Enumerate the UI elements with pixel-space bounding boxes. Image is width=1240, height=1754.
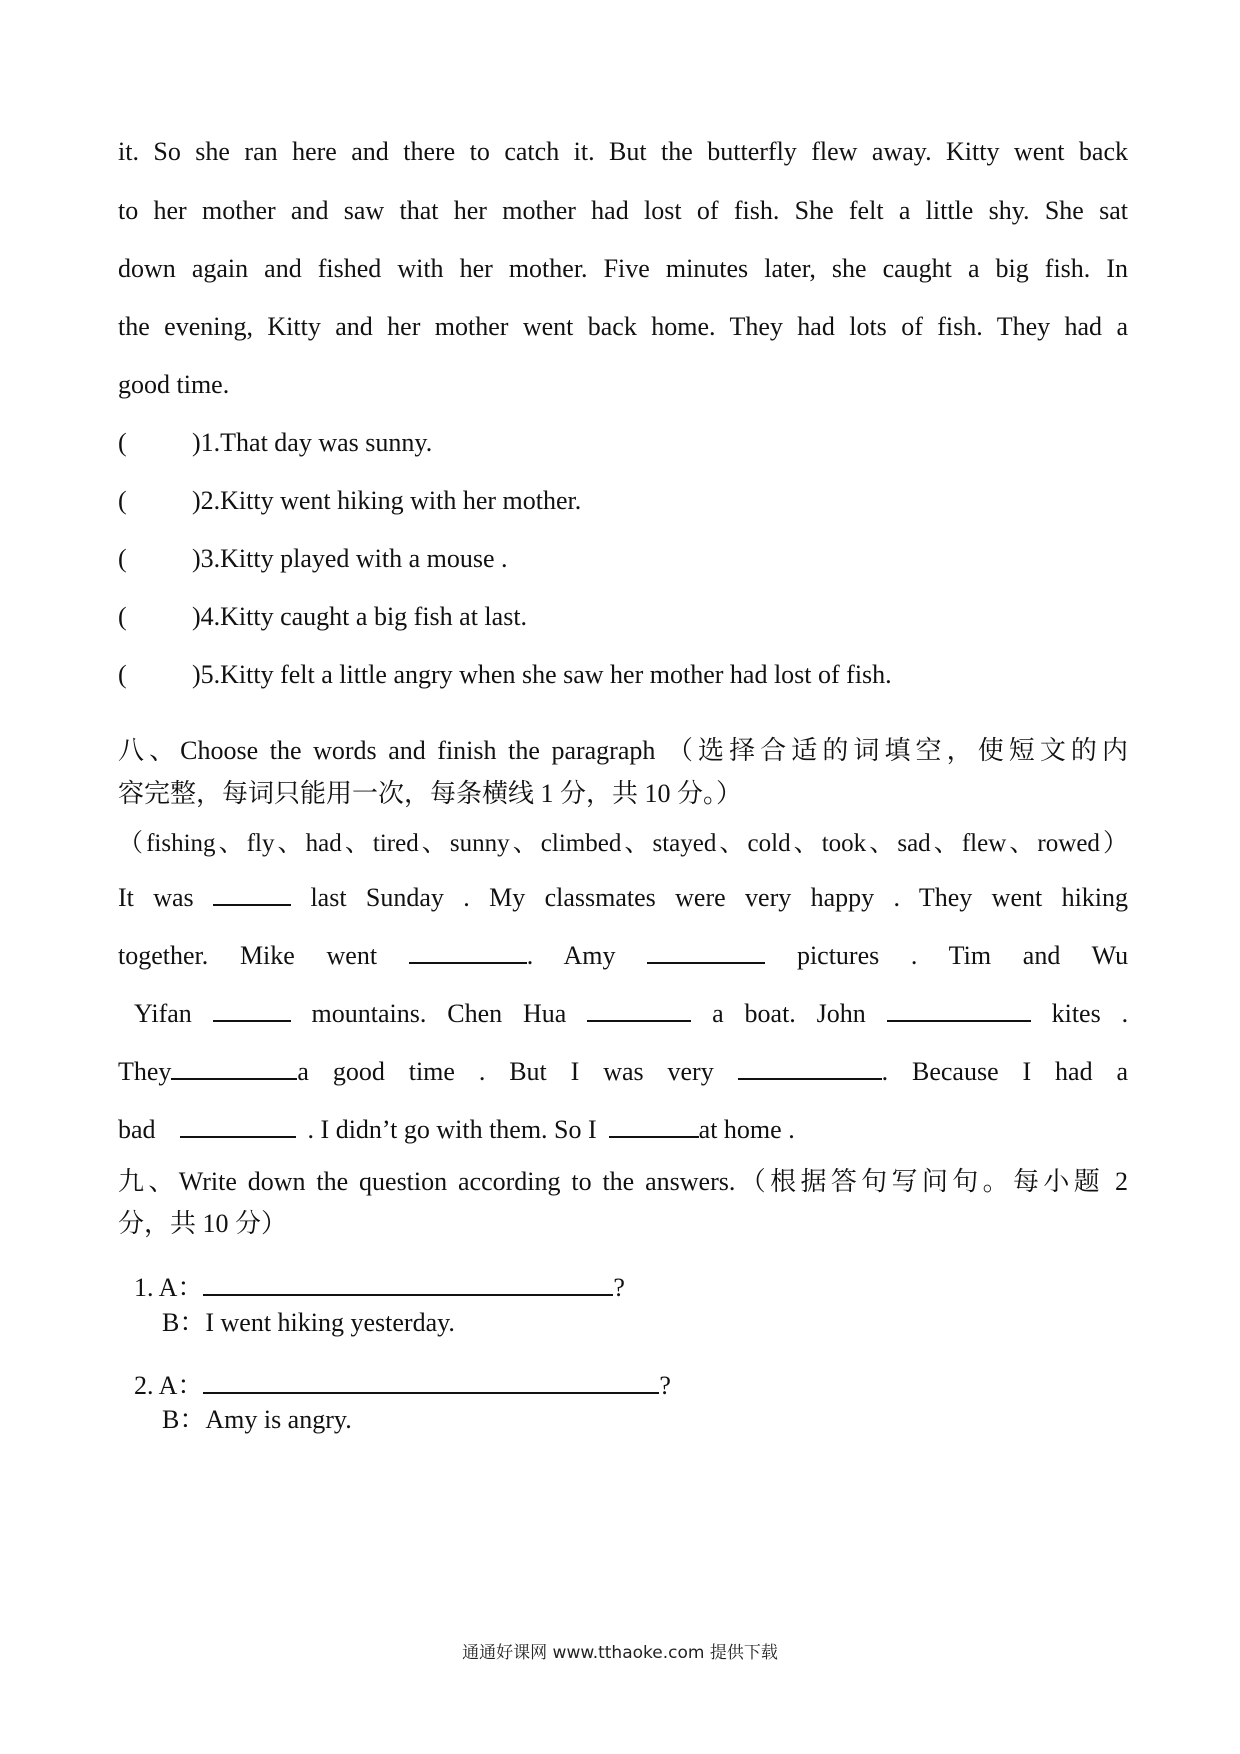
text: . Because I had a <box>881 1057 1129 1086</box>
text: It was <box>118 883 194 912</box>
tf-item-text: )1.That day was sunny. <box>192 428 433 457</box>
blank-8[interactable] <box>738 1056 882 1080</box>
answer-paren[interactable]: ( <box>118 602 127 631</box>
tf-item-text: )5.Kitty felt a little angry when she saw her mother had lost of fish. <box>192 660 892 689</box>
question-2-blank[interactable] <box>203 1370 659 1394</box>
answer-1: B：I went hiking yesterday. <box>162 1308 455 1337</box>
tf-item-text: )4.Kitty caught a big fish at last. <box>192 602 528 631</box>
blank-5[interactable] <box>587 998 691 1022</box>
tf-item <box>118 543 508 575</box>
question-2 <box>134 1370 671 1402</box>
text: mountains. Chen Hua <box>311 999 567 1028</box>
section-8-heading: 八、Choose the words and finish the paragraph （选择合适的词填空，使短文的内 <box>118 736 1128 765</box>
text: Tim <box>948 941 992 970</box>
passage-line: down again and fished with her mother. Five minutes later, she caught a big fish. In <box>118 254 1128 283</box>
question-number: 1. A： <box>134 1273 204 1302</box>
answer-paren[interactable]: ( <box>118 660 127 689</box>
blank-7[interactable] <box>171 1056 297 1080</box>
tf-item <box>118 485 581 517</box>
answer-paren[interactable]: ( <box>118 486 127 515</box>
answer-paren[interactable]: ( <box>118 544 127 573</box>
answer-2: B：Amy is angry. <box>162 1405 352 1434</box>
question-1-blank[interactable] <box>203 1272 613 1296</box>
text: They <box>118 1057 172 1086</box>
answer-paren[interactable]: ( <box>118 428 127 457</box>
tf-item-text: )2.Kitty went hiking with her mother. <box>192 486 582 515</box>
text: a boat. John <box>712 999 866 1028</box>
question-number: 2. A： <box>134 1371 204 1400</box>
text: bad <box>118 1115 156 1144</box>
passage-line: good time. <box>118 370 230 399</box>
tf-item <box>118 659 892 691</box>
text: and <box>1022 941 1061 970</box>
word-bank: （fishing、fly、had、tired、sunny、climbed、stayed、cold、took、sad、flew、rowed） <box>118 830 1128 857</box>
question-mark: ? <box>659 1371 671 1400</box>
blank-3[interactable] <box>647 940 765 964</box>
section-8-heading-cont: 容完整，每词只能用一次，每条横线 1 分，共 10 分。） <box>118 779 743 808</box>
tf-item <box>118 601 527 633</box>
tf-item-text: )3.Kitty played with a mouse . <box>192 544 508 573</box>
paragraph-line-5 <box>118 1114 795 1146</box>
paragraph-line-4 <box>118 1056 1128 1088</box>
passage-line: to her mother and saw that her mother had lost of fish. She felt a little shy. She sat <box>118 196 1128 225</box>
text: Yifan <box>134 999 192 1028</box>
question-mark: ? <box>613 1273 625 1302</box>
paragraph-line-2 <box>118 940 1128 972</box>
section-9-heading: 九、Write down the question according to the answers.（根据答句写问句。每小题 2 <box>118 1167 1128 1196</box>
text: kites . <box>1051 999 1129 1028</box>
question-1 <box>134 1272 625 1304</box>
passage-line: the evening, Kitty and her mother went back home. They had lots of fish. They had a <box>118 312 1128 341</box>
text: last Sunday . My classmates were very happy . They went hiking <box>310 883 1129 912</box>
text: together. Mike went <box>118 941 378 970</box>
tf-item <box>118 427 432 459</box>
text: . Amy <box>526 941 616 970</box>
blank-2[interactable] <box>409 940 527 964</box>
blank-4[interactable] <box>213 998 291 1022</box>
section-9-heading-cont: 分，共 10 分） <box>118 1209 288 1238</box>
text: pictures . <box>796 941 918 970</box>
text: . I didn’t go with them. So I <box>307 1115 597 1144</box>
paragraph-line-3 <box>134 998 1128 1030</box>
passage-line: it. So she ran here and there to catch it. But the butterfly flew away. Kitty went back <box>118 137 1128 166</box>
blank-1[interactable] <box>213 882 291 906</box>
paragraph-line-1 <box>118 882 1128 914</box>
blank-6[interactable] <box>887 998 1031 1022</box>
blank-10[interactable] <box>609 1114 699 1138</box>
footer-watermark: 通通好课网 www.tthaoke.com 提供下载 <box>462 1643 778 1663</box>
text: Wu <box>1091 941 1129 970</box>
text: a good time . But I was very <box>297 1057 714 1086</box>
blank-9[interactable] <box>180 1114 296 1138</box>
text: at home . <box>698 1115 795 1144</box>
